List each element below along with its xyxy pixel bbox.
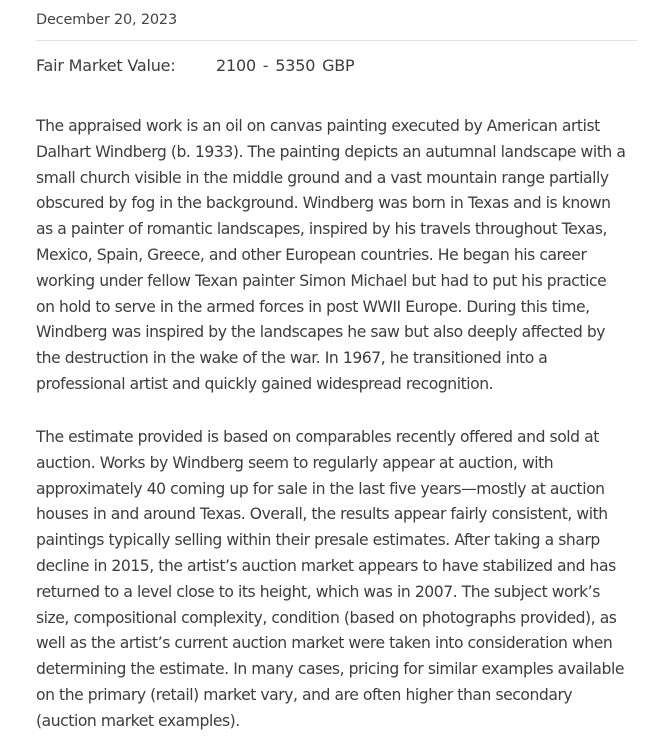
paragraph-line: on the primary (retail) market vary, and are often higher than secondary bbox=[36, 685, 573, 704]
paragraph-line: houses in and around Texas. Overall, the results appear fairly consistent, with bbox=[36, 505, 608, 524]
paragraph-line: well as the artist’s current auction market were taken into consideration when bbox=[36, 634, 613, 653]
description-paragraph bbox=[36, 114, 646, 398]
paragraph-line: The appraised work is an oil on canvas painting executed by American artist bbox=[36, 117, 600, 135]
paragraph-line: professional artist and quickly gained widespread recognition. bbox=[36, 374, 494, 393]
fair-market-value-amount: 2100 - 5350 GBP bbox=[216, 56, 355, 75]
paragraph-line: decline in 2015, the artist’s auction market appears to have stabilized and has bbox=[36, 556, 616, 575]
report-date: December 20, 2023 bbox=[36, 12, 177, 28]
paragraph-line: (auction market examples). bbox=[36, 711, 240, 730]
paragraph-line: Windberg was inspired by the landscapes he saw but also deeply affected by bbox=[36, 323, 606, 342]
paragraph-line: auction. Works by Windberg seem to regularly appear at auction, with bbox=[36, 453, 554, 472]
header-divider bbox=[36, 40, 637, 41]
paragraph-line: obscured by fog in the background. Windberg was born in Texas and is known bbox=[36, 194, 611, 213]
paragraph-line: Mexico, Spain, Greece, and other European countries. He began his career bbox=[36, 245, 587, 264]
paragraph-line: Dalhart Windberg (b. 1933). The painting depicts an autumnal landscape with a bbox=[36, 142, 626, 161]
fair-market-value-label: Fair Market Value: bbox=[36, 56, 176, 75]
paragraph-line: approximately 40 coming up for sale in the last five years—mostly at auction bbox=[36, 479, 605, 498]
paragraph-line: paintings typically selling within their presale estimates. After taking a sharp bbox=[36, 531, 600, 550]
paragraph-line: small church visible in the middle ground and a vast mountain range partially bbox=[36, 168, 609, 187]
estimate-paragraph bbox=[36, 425, 646, 735]
paragraph-line: on hold to serve in the armed forces in post WWII Europe. During this time, bbox=[36, 297, 590, 316]
fair-market-value-row bbox=[36, 55, 355, 77]
paragraph-line: The estimate provided is based on comparables recently offered and sold at bbox=[36, 428, 599, 446]
paragraph-line: size, compositional complexity, condition (based on photographs provided), as bbox=[36, 608, 617, 627]
paragraph-line: as a painter of romantic landscapes, inspired by his travels throughout Texas, bbox=[36, 220, 608, 239]
paragraph-line: the destruction in the wake of the war. In 1967, he transitioned into a bbox=[36, 349, 548, 368]
paragraph-line: returned to a level close to its height, which was in 2007. The subject work’s bbox=[36, 582, 600, 601]
paragraph-line: working under fellow Texan painter Simon Michael but had to put his practice bbox=[36, 271, 607, 290]
paragraph-line: determining the estimate. In many cases, pricing for similar examples available bbox=[36, 660, 624, 679]
